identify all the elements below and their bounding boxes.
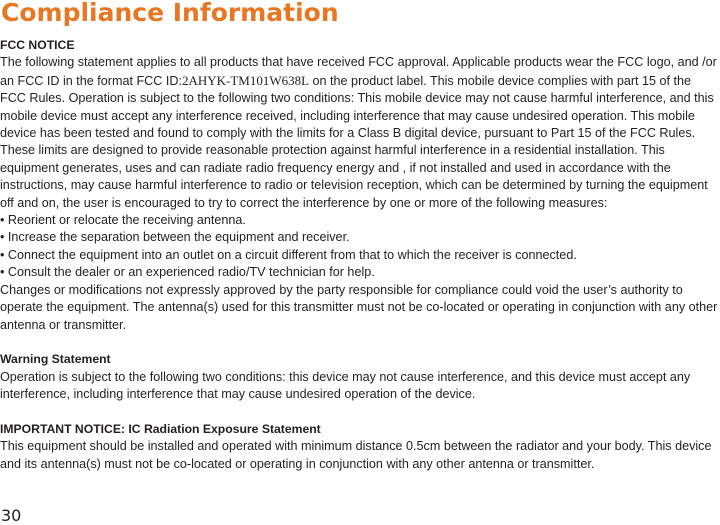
ic-heading: IMPORTANT NOTICE: IC Radiation Exposure Statement — [0, 421, 321, 436]
paragraph-spacer — [0, 334, 718, 351]
warning-section — [0, 351, 718, 403]
page-title: Compliance Information — [1, 0, 339, 27]
measure-item: • Increase the separation between the equipment and receiver. — [0, 230, 350, 245]
warning-heading: Warning Statement — [0, 352, 111, 367]
warning-paragraph: Operation is subject to the following two conditions: this device may not cause interference, and this device must accept any interference, including interference that may cause undesired operation of the device. — [0, 369, 691, 402]
fcc-notice-paragraph — [0, 54, 718, 212]
measure-item: • Connect the equipment into an outlet on a circuit different from that to which the receiver is connected. — [0, 247, 577, 262]
fcc-intro-text: The following statement applies to all products that have received FCC approval. Applicable products wear the FCC logo, and /or an FCC ID in the format FCC ID: — [0, 55, 717, 88]
measure-item: • Consult the dealer or an experienced radio/TV technician for help. — [0, 265, 375, 280]
ic-section — [0, 421, 718, 473]
fcc-id: 2AHYK-TM101W638L — [181, 72, 310, 88]
fcc-notice-section — [0, 37, 718, 334]
measure-item: • Reorient or relocate the receiving antenna. — [0, 213, 246, 228]
page-number: 30 — [1, 506, 22, 525]
fcc-compliance-text: on the product label. This mobile device complies with part 15 of the FCC Rules. Operation is subject to the following two conditions: This mobile device may not cause harmful interference, and this mobile device must accept any interference received, including interference that may cause undesired operation. This mobile device has been tested and found to comply with the limits for a Class B digital device, pursuant to Part 15 of the FCC Rules. These limits are designed to provide reasonable protection against harmful interference in a residential installation. This equipment generates, uses and can radiate radio frequency energy and , if not installed and used in accordance with the instructions, may cause harmful interference to radio or television reception, which can be determined by turning the equipment off and on, the user is encouraged to try to correct the interference by one or more of the following measures: — [0, 73, 714, 210]
fcc-changes-paragraph: Changes or modifications not expressly approved by the party responsible for compliance could void the user’s authority to operate the equipment. The antenna(s) used for this transmitter must not be co-located or operating in conjunction with any other antenna or transmitter. — [0, 282, 718, 332]
paragraph-spacer — [0, 404, 718, 421]
compliance-content — [0, 37, 718, 473]
ic-paragraph: This equipment should be installed and operated with minimum distance 0.5cm between the radiator and your body. This device and its antenna(s) must not be co-located or operating in conjunction with any other antenna or transmitter. — [0, 439, 712, 471]
fcc-notice-heading: FCC NOTICE — [0, 38, 75, 52]
